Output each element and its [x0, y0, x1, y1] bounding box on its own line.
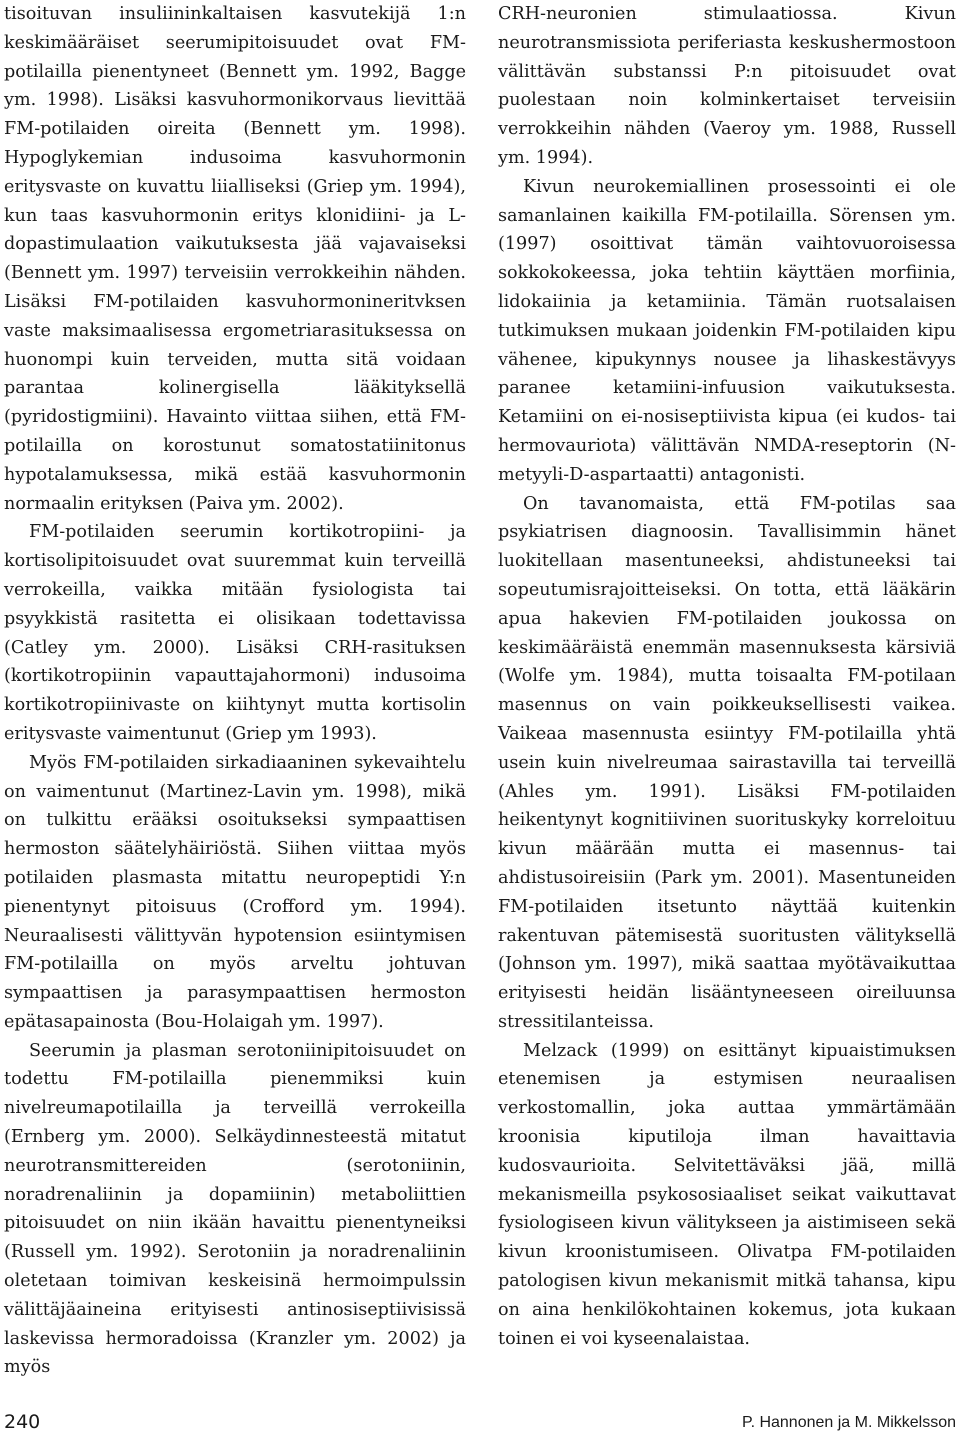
- right-text-column: [498, 0, 956, 1353]
- page-number: 240: [4, 1411, 41, 1433]
- body-paragraph: Myös FM-potilaiden sirkadiaaninen sykevaihtelu on vaimentunut (Martinez-Lavin ym. 1998), mikä on tulkittu erääksi osoitukseksi sympaattisen hermoston säätelyhäiriöstä. Siihen viittaa myös potilaiden plasmasta mitattu neuropeptidi Y:n pienentynyt pitoisuus (Crofford ym. 1994). Neuraalisesti välittyvän hypotension esiintymisen FM-potilailla on myös arveltu johtuvan sympaattisen ja parasympaattisen hermoston epätasapainosta (Bou-Holaigah ym. 1997).: [4, 752, 466, 1032]
- running-footer-authors: P. Hannonen ja M. Mikkelsson: [741, 1414, 956, 1431]
- body-paragraph: On tavanomaista, että FM-potilas saa psykiatrisen diagnoosin. Tavallisimmin hänet luokitellaan masentuneeksi, ahdistuneeksi tai sopeutumisrajoitteiseksi. On totta, että lääkärin apua hakevien FM-potilaiden joukossa on keskimääräistä enemmän masennuksesta kärsiviä (Wolfe ym. 1984), mutta toisaalta FM-potilaan masennus on vain poikkeuksellisesti vaikea. Vaikeaa masennusta esiintyy FM-potilailla yhtä usein kuin nivelreumaa sairastavilla tai terveillä (Ahles ym. 1991). Lisäksi FM-potilaiden heikentynyt kognitiivinen suorituskyky korreloituu kivun määrään mutta ei masennus- tai ahdistusoireisiin (Park ym. 2001). Masentuneiden FM-potilaiden itsetunto näyttää kuitenkin rakentuvan pätemisestä suoritusten välityksellä (Johnson ym. 1997), mikä saattaa myötävaikuttaa erityisesti heidän lisääntyneeseen oireiluunsa stressitilanteissa.: [498, 493, 956, 1032]
- body-paragraph: Melzack (1999) on esittänyt kipuaistimuksen etenemisen ja estymisen neuraalisen verkostomallin, joka auttaa ymmärtämään kroonisia kiputiloja ilman havaittavia kudosvaurioita. Selvitettäväksi jää, millä mekanismeilla psykososiaaliset seikat vaikuttavat fysiologiseen kivun välitykseen ja aistimiseen sekä kivun kroonistumiseen. Olivatpa FM-potilaiden patologisen kivun mekanismit mitkä tahansa, kipu on aina henkilökohtainen kokemus, jota kukaan toinen ei voi kyseenalaistaa.: [498, 1040, 956, 1349]
- body-paragraph: tisoituvan insuliininkaltaisen kasvutekijä 1:n keskimääräiset seerumipitoisuudet ovat FM-potilailla pienentyneet (Bennett ym. 1992, Bagge ym. 1998). Lisäksi kasvuhormonikorvaus lievittää FM-potilaiden oireita (Bennett ym. 1998). Hypoglykemian indusoima kasvuhormonin eritysvaste on kuvattu liialliseksi (Griep ym. 1994), kun taas kasvuhormonin eritys klonidiini- ja L-dopastimulaation vaikutuksesta jää vajavaiseksi (Bennett ym. 1997) terveisiin verrokkeihin nähden. Lisäksi FM-potilaiden kasvuhormonineritvksen vaste maksimaalisessa ergometriarasituksessa on huonompi kuin terveiden, mutta sitä voidaan parantaa kolinergisella lääkityksellä (pyridostigmiini). Havainto viittaa siihen, että FM-potilailla on korostunut somatostatiinitonus hypotalamuksessa, mikä estää kasvuhormonin normaalin erityksen (Paiva ym. 2002).: [4, 4, 466, 514]
- left-text-column: [4, 0, 466, 1382]
- body-paragraph: Kivun neurokemiallinen prosessointi ei ole samanlainen kaikilla FM-potilailla. Sörensen ym. (1997) osoittivat tämän vaihtovuoroisessa sokkokokeessa, joka tehtiin käyttäen morfiinia, lidokaiinia ja ketamiinia. Tämän ruotsalaisen tutkimuksen mukaan joidenkin FM-potilaiden kipu vähenee, kipukynnys nousee ja lihaskestävyys paranee ketamiini-infuusion vaikutuksesta. Ketamiini on ei-nosiseptiivista kipua (ei kudos- tai hermovauriota) välittävän NMDA-reseptorin (N-metyyli-D-aspartaatti) antagonisti.: [498, 176, 956, 485]
- body-paragraph: FM-potilaiden seerumin kortikotropiini- ja kortisolipitoisuudet ovat suuremmat kuin terveillä verrokeilla, vaikka mitään fysiologista tai psyykkistä rasitetta ei olisikaan todettavissa (Catley ym. 2000). Lisäksi CRH-rasituksen (kortikotropiinin vapauttajahormoni) indusoima kortikotropiinivaste on kiihtynyt mutta kortisolin eritysvaste vaimentunut (Griep ym 1993).: [4, 522, 466, 744]
- page-footer: [4, 1410, 956, 1434]
- body-paragraph: CRH-neuronien stimulaatiossa. Kivun neurotransmissiota periferiasta keskushermostoon välittävän substanssi P:n pitoisuudet ovat puolestaan noin kolminkertaiset terveisiin verrokkeihin nähden (Vaeroy ym. 1988, Russell ym. 1994).: [498, 4, 956, 168]
- body-paragraph: Seerumin ja plasman serotoniinipitoisuudet on todettu FM-potilailla pienemmiksi kuin nivelreumapotilailla ja terveillä verrokeilla (Ernberg ym. 2000). Selkäydinnesteestä mitatut neurotransmittereiden (serotoniinin, noradrenaliinin ja dopamiinin) metaboliittien pitoisuudet on niin ikään havaittu pienentyneiksi (Russell ym. 1992). Serotoniin ja noradrenaliinin oletetaan toimivan keskeisinä hermoimpulssin välittäjäaineina erityisesti antinosiseptiivisissä laskevissa hermoradoissa (Kranzler ym. 2002) ja myös: [4, 1040, 466, 1378]
